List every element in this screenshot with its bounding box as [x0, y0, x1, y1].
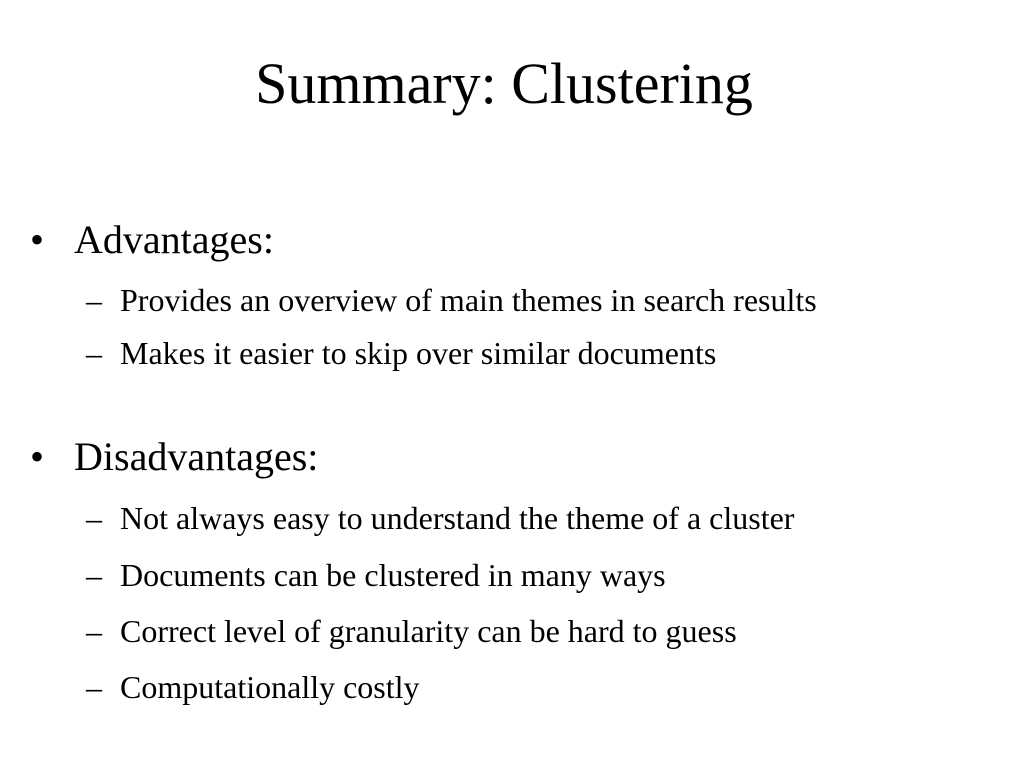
dash-icon: – — [86, 557, 102, 593]
list-item — [86, 333, 716, 373]
list-item — [86, 611, 737, 651]
dash-icon: – — [86, 613, 102, 649]
section-heading-disadvantages — [30, 433, 318, 481]
slide-title: Summary: Clustering — [255, 51, 753, 116]
dash-icon: – — [86, 669, 102, 705]
bullet-icon: • — [30, 434, 45, 479]
dash-icon: – — [86, 335, 102, 371]
list-item-text: Correct level of granularity can be hard to guess — [120, 613, 737, 649]
dash-icon: – — [86, 500, 102, 536]
list-item-text: Documents can be clustered in many ways — [120, 557, 666, 593]
dash-icon: – — [86, 282, 102, 318]
list-item-text: Computationally costly — [120, 669, 420, 705]
list-item — [86, 280, 817, 320]
list-item — [86, 555, 666, 595]
section-heading-label: Advantages: — [74, 217, 274, 262]
list-item — [86, 667, 420, 707]
section-heading-advantages — [30, 216, 274, 264]
list-item — [86, 498, 794, 538]
list-item-text: Provides an overview of main themes in search results — [120, 282, 817, 318]
list-item-text: Not always easy to understand the theme of a cluster — [120, 500, 795, 536]
bullet-icon: • — [30, 217, 45, 262]
list-item-text: Makes it easier to skip over similar documents — [120, 335, 717, 371]
section-heading-label: Disadvantages: — [74, 434, 319, 479]
